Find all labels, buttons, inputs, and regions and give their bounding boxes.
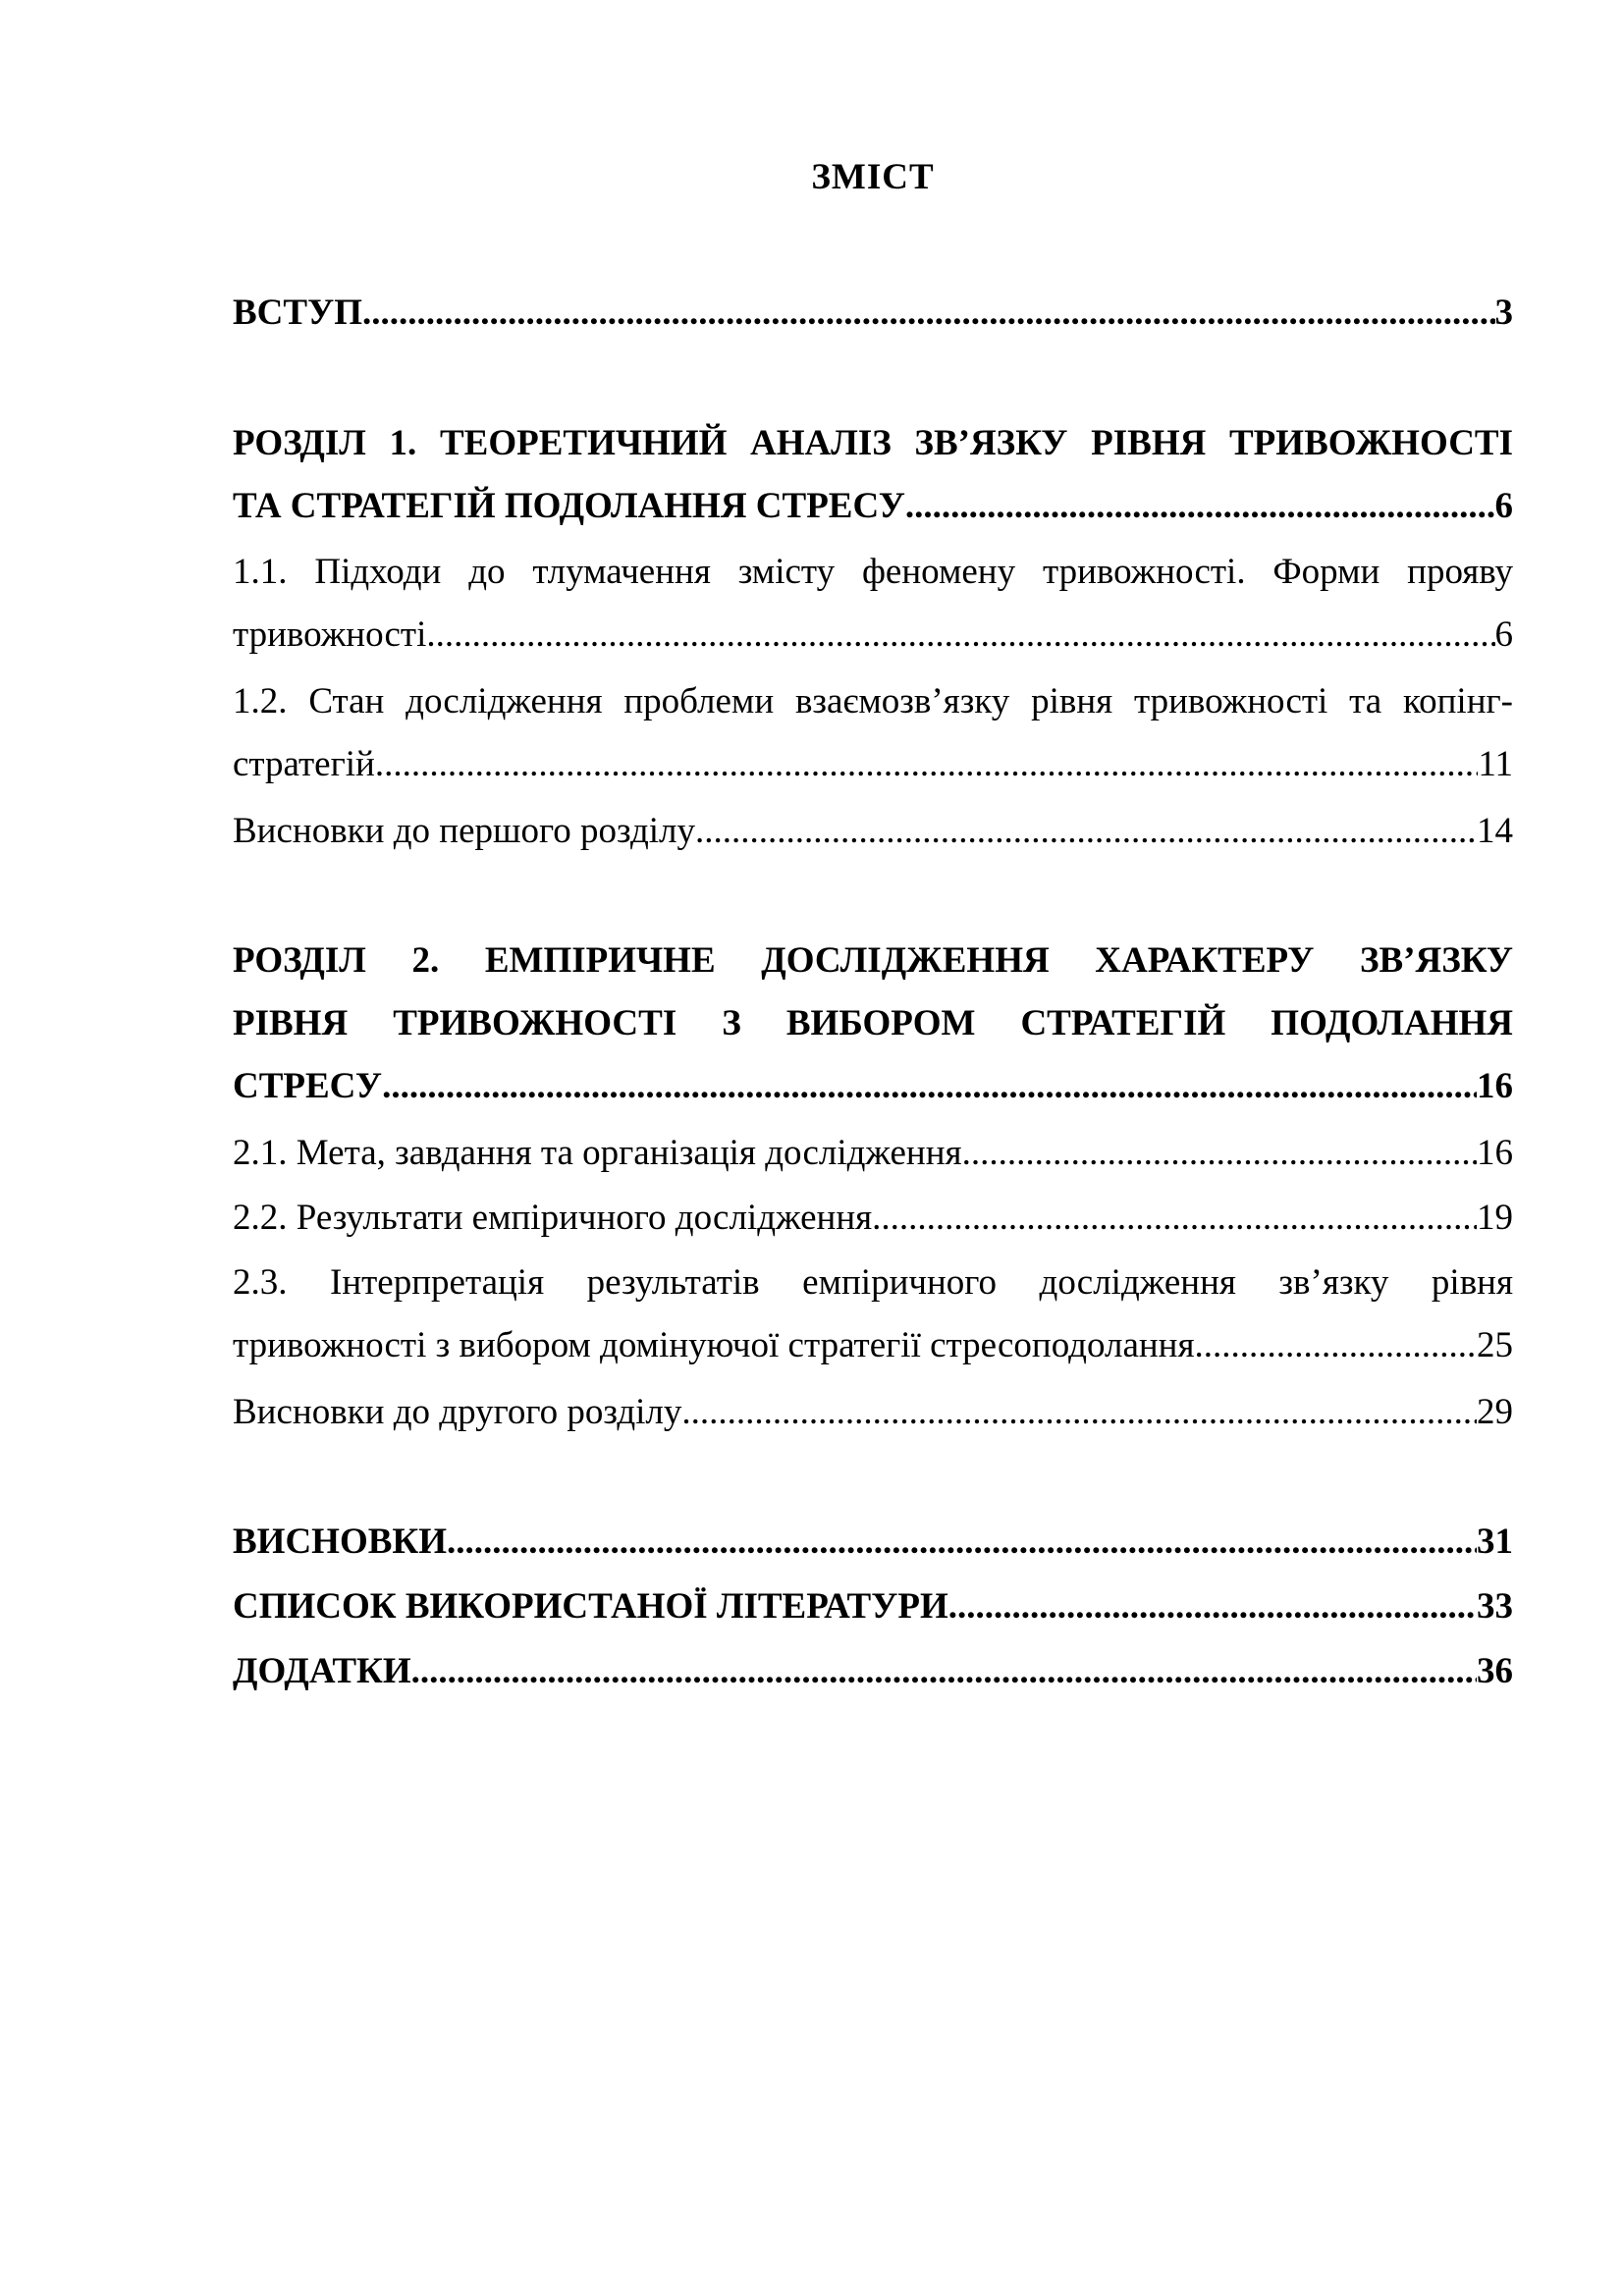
- toc-page-number: 6: [1494, 486, 1513, 526]
- toc-page-number: 11: [1478, 744, 1513, 784]
- toc-entry-text: 1.2. Стан дослідження проблеми взаємозв’язку рівня тривожності та копінг-: [233, 681, 1513, 721]
- toc-entry-title: ТА СТРАТЕГІЙ ПОДОЛАННЯ СТРЕСУ: [233, 486, 905, 526]
- toc-entry-line: [233, 1055, 1513, 1118]
- toc-entry-title: Висновки до першого розділу: [233, 811, 696, 851]
- dot-leader: [375, 733, 1479, 796]
- toc-page-number: 6: [1494, 614, 1513, 655]
- toc-entry-line: [233, 604, 1513, 667]
- toc-entry-title: 2.2. Результати емпіричного дослідження: [233, 1198, 873, 1238]
- toc-entry-text: РІВНЯ ТРИВОЖНОСТІ З ВИБОРОМ СТРАТЕГІЙ ПОДОЛАННЯ: [233, 1003, 1513, 1043]
- toc-entry-title: тривожності: [233, 614, 427, 655]
- dot-leader: [447, 1511, 1477, 1574]
- toc-entry-line: [233, 800, 1513, 863]
- dot-leader: [362, 282, 1494, 345]
- toc-entry-text: РОЗДІЛ 1. ТЕОРЕТИЧНИЙ АНАЛІЗ ЗВ’ЯЗКУ РІВНЯ ТРИВОЖНОСТІ: [233, 423, 1513, 463]
- toc-entry-conclusions-1: [233, 800, 1513, 863]
- toc-entry-line: [233, 733, 1513, 796]
- toc-entry-chapter-1: [233, 412, 1513, 538]
- toc-entry-section-1-1: [233, 541, 1513, 667]
- toc-entry-section-1-2: [233, 670, 1513, 796]
- toc-page-number: 16: [1477, 1133, 1513, 1173]
- toc-entry-line: [233, 1511, 1513, 1574]
- toc-page-number: 31: [1477, 1522, 1513, 1562]
- dot-leader: [382, 1055, 1477, 1118]
- toc-entry-line: [233, 1122, 1513, 1185]
- toc-entry-line: [233, 282, 1513, 345]
- toc-entry-line: [233, 1640, 1513, 1703]
- toc-entry-title: 2.1. Мета, завдання та організація дослідження: [233, 1133, 962, 1173]
- toc-entry-title: СТРЕСУ: [233, 1066, 383, 1106]
- toc-entry-title: тривожності з вибором домінуючої стратегії стресоподолання: [233, 1325, 1195, 1365]
- dot-leader: [695, 800, 1477, 863]
- toc-entry-references: [233, 1575, 1513, 1638]
- toc-entry-intro: [233, 282, 1513, 345]
- toc-entry-section-2-1: [233, 1122, 1513, 1185]
- toc-entry-line: [233, 1381, 1513, 1444]
- toc-entry-text: РОЗДІЛ 2. ЕМПІРИЧНЕ ДОСЛІДЖЕННЯ ХАРАКТЕРУ ЗВ’ЯЗКУ: [233, 940, 1513, 981]
- toc-entry-text: 2.3. Інтерпретація результатів емпіричного дослідження зв’язку рівня: [233, 1262, 1513, 1303]
- toc-page-number: 16: [1477, 1066, 1513, 1106]
- toc-entry-title: стратегій: [233, 744, 375, 784]
- dot-leader: [872, 1187, 1477, 1250]
- document-page: [233, 0, 1513, 2296]
- toc-entry-title: ВСТУП: [233, 293, 363, 333]
- toc-entry-chapter-2: [233, 930, 1513, 1118]
- dot-leader: [426, 604, 1494, 667]
- dot-leader: [681, 1381, 1477, 1444]
- toc-entry-section-2-2: [233, 1187, 1513, 1250]
- page-title: ЗМІСТ: [811, 157, 935, 197]
- dot-leader: [411, 1640, 1477, 1703]
- toc-entry-section-2-3: [233, 1252, 1513, 1377]
- toc-entry-title: СПИСОК ВИКОРИСТАНОЇ ЛІТЕРАТУРИ: [233, 1586, 948, 1627]
- toc-entry-title: ДОДАТКИ: [233, 1651, 411, 1691]
- toc-page-number: 29: [1477, 1392, 1513, 1432]
- toc-entry-title: Висновки до другого розділу: [233, 1392, 682, 1432]
- toc-page-number: 14: [1477, 811, 1513, 851]
- toc-page-number: 3: [1494, 293, 1513, 333]
- toc-entry-line: [233, 1314, 1513, 1377]
- dot-leader: [962, 1122, 1477, 1185]
- toc-entry-line: [233, 1575, 1513, 1638]
- toc-entry-title: ВИСНОВКИ: [233, 1522, 448, 1562]
- toc-entry-line: [233, 1187, 1513, 1250]
- toc-entry-appendices: [233, 1640, 1513, 1703]
- dot-leader: [1195, 1314, 1477, 1377]
- toc-page-number: 25: [1477, 1325, 1513, 1365]
- toc-entry-conclusions-2: [233, 1381, 1513, 1444]
- dot-leader: [905, 475, 1495, 538]
- toc-entry-line: [233, 475, 1513, 538]
- toc-entry-conclusions: [233, 1511, 1513, 1574]
- toc-page-number: 36: [1477, 1651, 1513, 1691]
- dot-leader: [948, 1575, 1477, 1638]
- toc-page-number: 19: [1477, 1198, 1513, 1238]
- toc-entry-text: 1.1. Підходи до тлумачення змісту феномену тривожності. Форми прояву: [233, 552, 1513, 592]
- toc-page-number: 33: [1477, 1586, 1513, 1627]
